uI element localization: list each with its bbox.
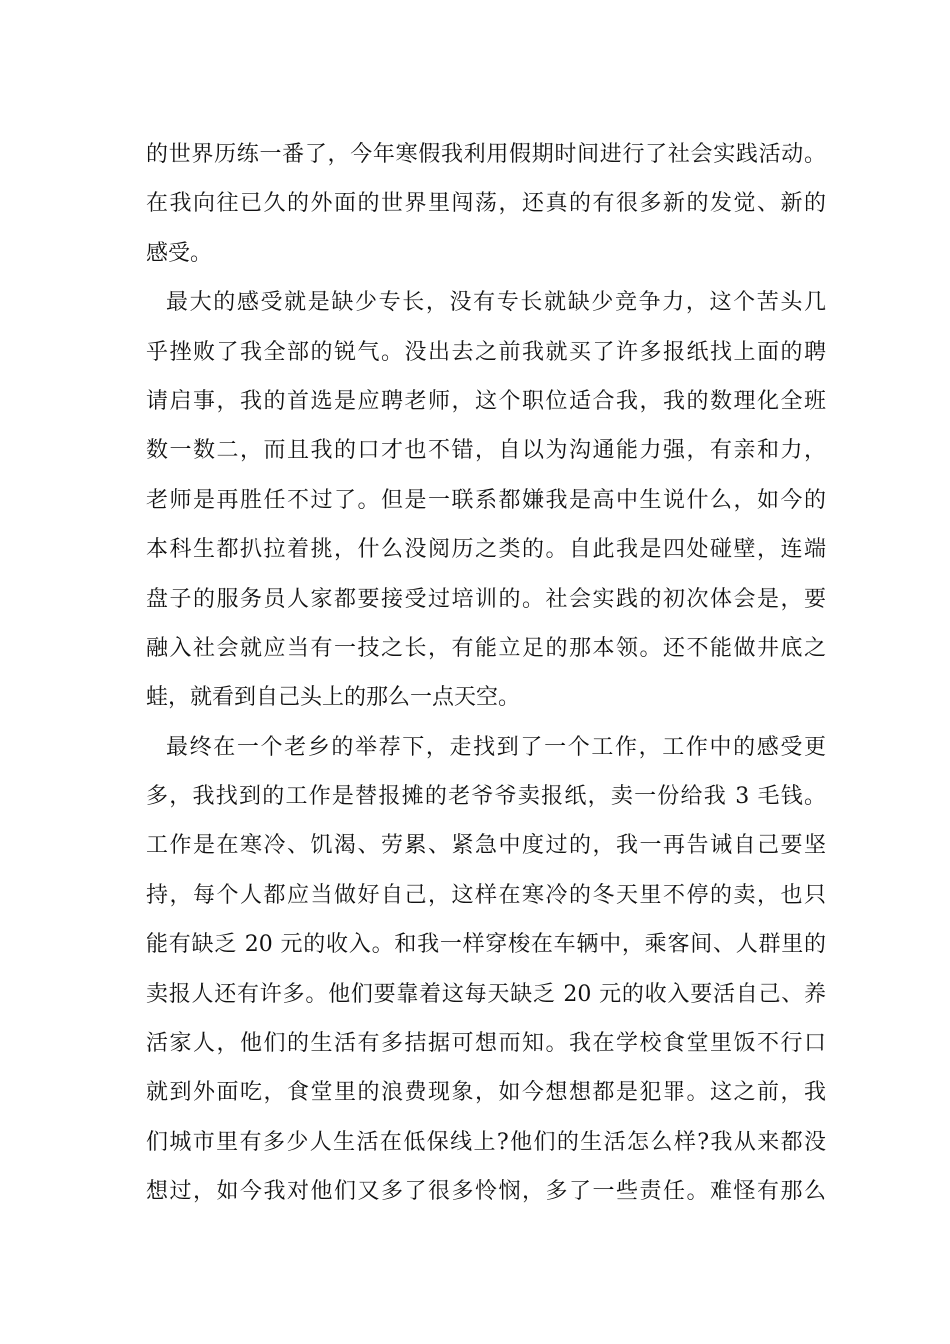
body-text — [146, 130, 826, 1217]
text-line: 活家人，他们的生活有多拮据可想而知。我在学校食堂里饭不行口 — [146, 1031, 826, 1057]
text-line: 能有缺乏 20 元的收入。和我一样穿梭在车辆中，乘客间、人群里的 — [146, 932, 826, 958]
text-line: 的世界历练一番了，今年寒假我利用假期时间进行了社会实践活动。 — [146, 142, 826, 167]
paragraph-first-line: 最大的感受就是缺少专长，没有专长就缺少竞争力，这个苦头几 — [166, 290, 826, 316]
text-line: 在我向往已久的外面的世界里闯荡，还真的有很多新的发觉、新的 — [146, 191, 826, 217]
text-line: 乎挫败了我全部的锐气。没出去之前我就买了许多报纸找上面的聘 — [146, 339, 826, 365]
text-line: 融入社会就应当有一技之长，有能立足的那本领。还不能做井底之 — [146, 635, 826, 661]
text-line: 盘子的服务员人家都要接受过培训的。社会实践的初次体会是，要 — [146, 586, 826, 612]
text-line: 本科生都扒拉着挑，什么没阅历之类的。自此我是四处碰壁，连端 — [146, 537, 826, 563]
text-line: 工作是在寒冷、饥渴、劳累、紧急中度过的，我一再告诫自己要坚 — [146, 833, 826, 859]
text-line: 就到外面吃，食堂里的浪费现象，如今想想都是犯罪。这之前，我 — [146, 1080, 826, 1106]
text-line: 请启事，我的首选是应聘老师，这个职位适合我，我的数理化全班 — [146, 388, 826, 414]
text-line: 蛙，就看到自己头上的那么一点天空。 — [146, 685, 521, 711]
text-line: 数一数二，而且我的口才也不错，自以为沟通能力强，有亲和力， — [146, 438, 826, 464]
text-line: 卖报人还有许多。他们要靠着这每天缺乏 20 元的收入要活自己、养 — [146, 981, 826, 1007]
paragraph-first-line: 最终在一个老乡的举荐下，走找到了一个工作，工作中的感受更 — [166, 734, 826, 760]
text-line: 老师是再胜任不过了。但是一联系都嫌我是高中生说什么，如今的 — [146, 487, 826, 513]
text-line: 想过，如今我对他们又多了很多怜悯，多了一些责任。难怪有那么 — [146, 1179, 826, 1205]
text-line: 持，每个人都应当做好自己，这样在寒冷的冬天里不停的卖，也只 — [146, 882, 826, 908]
text-line: 们城市里有多少人生活在低保线上?他们的生活怎么样?我从来都没 — [146, 1129, 826, 1155]
text-line: 感受。 — [146, 240, 213, 266]
text-line: 多，我找到的工作是替报摊的老爷爷卖报纸，卖一份给我 3 毛钱。 — [146, 784, 826, 810]
